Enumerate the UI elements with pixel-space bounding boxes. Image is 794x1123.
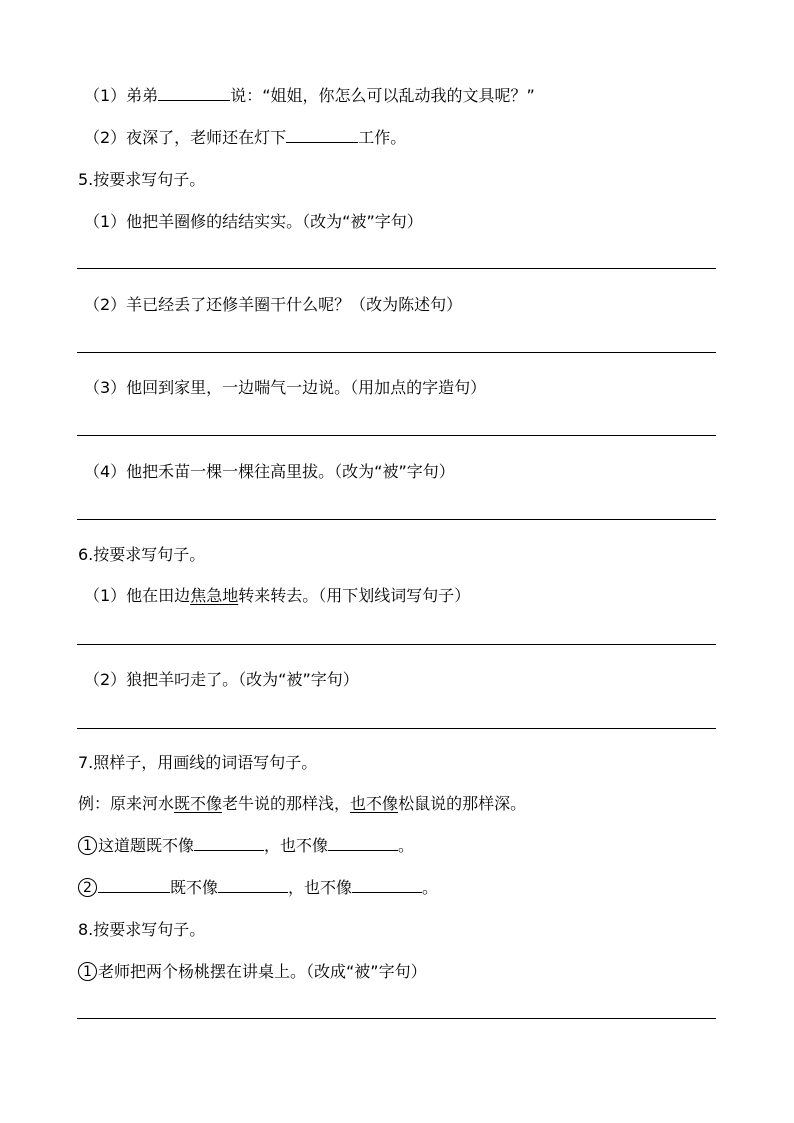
q7-item-1-blank-2[interactable] — [328, 836, 398, 851]
q7-item-1-middle: ，也不像 — [264, 836, 329, 855]
q4-item-1-suffix: 说：“姐姐，你怎么可以乱动我的文具呢？” — [230, 86, 535, 105]
q5-item-1-answer-line[interactable] — [77, 268, 716, 269]
q4-item-1-blank[interactable] — [158, 86, 230, 101]
q4-item-2-blank[interactable] — [286, 128, 358, 143]
circled-number-1: 1 — [78, 962, 97, 981]
q7-item-1-blank-1[interactable] — [194, 836, 264, 851]
q8-item-1-text: 老师把两个杨桃摆在讲桌上。（改成“被”字句） — [98, 962, 427, 981]
q7-example — [78, 794, 526, 814]
q5-item-4: （4）他把禾苗一棵一棵往高里拔。（改为“被”字句） — [84, 462, 455, 481]
q8-item-1 — [78, 962, 427, 982]
q7-item-2 — [78, 878, 438, 898]
q5-item-2: （2）羊已经丢了还修羊圈干什么呢？（改为陈述句） — [84, 295, 463, 314]
circled-number-2: 2 — [78, 878, 97, 897]
q7-example-part-1: 例：原来河水 — [78, 794, 175, 813]
q8-item-1-answer-line[interactable] — [77, 1018, 716, 1019]
q4-item-1-prefix: （1）弟弟 — [84, 86, 159, 105]
q4-item-2-prefix: （2）夜深了，老师还在灯下 — [84, 128, 287, 147]
q7-item-2-prefix: 既不像 — [170, 878, 219, 897]
q7-item-2-blank-1[interactable] — [98, 878, 170, 893]
q5-item-1: （1）他把羊圈修的结结实实。（改为“被”字句） — [84, 212, 423, 231]
q4-item-2-suffix: 工作。 — [358, 128, 407, 147]
q7-item-2-blank-3[interactable] — [352, 878, 422, 893]
q6-item-2-answer-line[interactable] — [77, 728, 716, 729]
q7-example-part-3: 松鼠说的那样深。 — [398, 794, 527, 813]
q4-item-2 — [84, 128, 406, 148]
q7-item-1 — [78, 836, 414, 856]
q5-heading: 5.按要求写句子。 — [78, 170, 206, 189]
q6-item-1-underlined-word: 焦急地 — [190, 586, 239, 605]
q6-item-1-answer-line[interactable] — [77, 644, 716, 645]
q8-heading: 8.按要求写句子。 — [78, 920, 206, 939]
circled-number-1: 1 — [78, 836, 97, 855]
q6-item-1 — [84, 586, 470, 606]
q7-item-1-end: 。 — [398, 836, 415, 855]
q7-item-2-middle: ，也不像 — [288, 878, 353, 897]
q5-item-2-answer-line[interactable] — [77, 352, 716, 353]
q4-item-1 — [84, 86, 535, 106]
q7-example-part-2: 老牛说的那样浅， — [222, 794, 351, 813]
q7-example-underlined-1: 既不像 — [174, 794, 223, 813]
q7-heading: 7.照样子，用画线的词语写句子。 — [78, 753, 318, 772]
q7-example-underlined-2: 也不像 — [350, 794, 399, 813]
q6-item-1-prefix: （1）他在田边 — [84, 586, 191, 605]
q5-item-3: （3）他回到家里，一边喘气一边说。（用加点的字造句） — [84, 378, 487, 397]
q6-item-1-suffix: 转来转去。（用下划线词写句子） — [238, 586, 471, 605]
q6-heading: 6.按要求写句子。 — [78, 545, 206, 564]
q6-item-2: （2）狼把羊叼走了。（改为“被”字句） — [84, 670, 359, 689]
q7-item-2-end: 。 — [422, 878, 439, 897]
q5-item-4-answer-line[interactable] — [77, 519, 716, 520]
q7-item-1-prefix: 这道题既不像 — [98, 836, 195, 855]
q7-item-2-blank-2[interactable] — [218, 878, 288, 893]
q5-item-3-answer-line[interactable] — [77, 435, 716, 436]
